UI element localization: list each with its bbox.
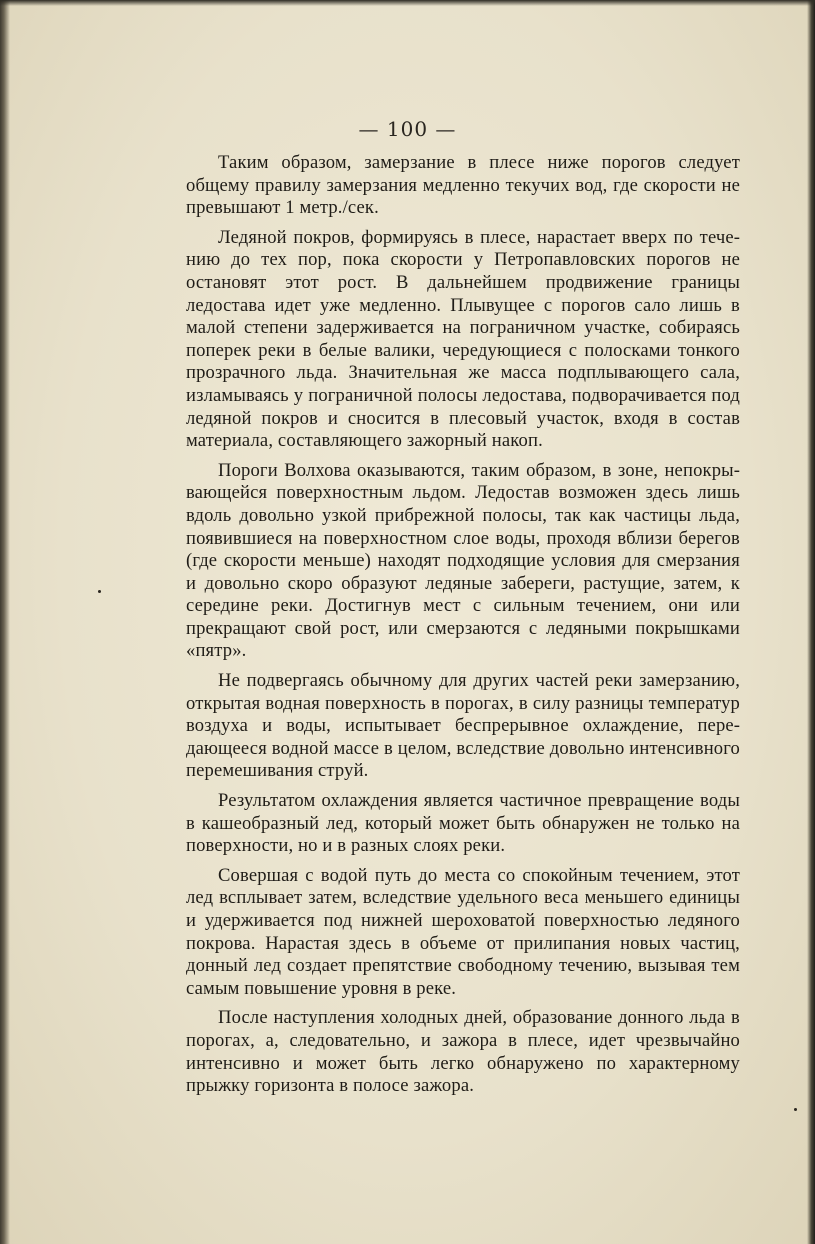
page-left-edge-shadow — [0, 0, 10, 1244]
paper-speck — [794, 1108, 797, 1111]
paragraph-6: Совершая с водой путь до места со спокойным течением, этот лед всплывает затем, вследствие удельного веса меньшего единицы и удерживается под нижней шероховатой поверхностью ледяного покрова. Нарастая здесь в объеме от прилипания новых частиц, донный лед создает препятствие свободному течению, вызывая тем самым повышение уровня в реке. — [186, 864, 740, 999]
paragraph-5: Результатом охлаждения является частичное превращение воды в кашеобразный лед, который может быть обнаружен не только на поверхности, но и в разных слоях реки. — [186, 790, 740, 857]
paper-speck — [98, 590, 101, 593]
paragraph-2: Ледяной покров, формируясь в плесе, нарастает вверх по течению до тех пор, пока скорости у Петропавловских порогов не остановят этот рост. В дальнейшем продвижение границы ледостава идет уже медленно. Плывущее с порогов сало лишь в малой степени задерживается на пограничном участке, собираясь поперек реки в белые валики, чередующиеся с полосками тонкого прозрачного льда. Значительная же масса подплывающего сала, изламываясь у пограничной полосы ледостава, подворачивается под ледяной покров и сносится в плесовый участок, входя в состав материала, составляющего зажорный накоп. — [186, 226, 740, 452]
paragraph-4: Не подвергаясь обычному для других частей реки замерзанию, открытая водная поверхность в порогах, в силу разницы температур воздуха и воды, испытывает беспрерывное охлаждение, передающееся водной массе в целом, вследствие довольно интенсивного перемешивания струй. — [186, 670, 740, 782]
page-right-edge-shadow — [807, 0, 815, 1244]
page-number: — 100 — — [358, 117, 457, 141]
body-text — [186, 152, 740, 1105]
page-top-edge-shadow — [0, 0, 815, 6]
paragraph-1: Таким образом, замерзание в плесе ниже порогов следует общему правилу замерзания медленно текучих вод, где скорости не превышают 1 метр./сек. — [186, 152, 740, 219]
paragraph-3: Пороги Волхова оказываются, таким образом, в зоне, непокрывающейся поверхностным льдом. Ледостав возможен здесь лишь вдоль довольно узкой прибрежной полосы, так как частицы льда, появившиеся на поверхностном слое воды, проходя вблизи берегов (где скорости меньше) находят подходящие условия для смерзания и довольно скоро образуют ледяные забереги, растущие, затем, к середине реки. Достигнув мест с сильным течением, они или прекращают свой рост, или смерзаются с ледяными покрышками «пятр». — [186, 459, 740, 662]
paragraph-7: После наступления холодных дней, образование донного льда в порогах, а, следовательно, и зажора в плесе, идет чрезвычайно интенсивно и может быть легко обнаружено по характерному прыжку горизонта в полосе зажора. — [186, 1007, 740, 1097]
